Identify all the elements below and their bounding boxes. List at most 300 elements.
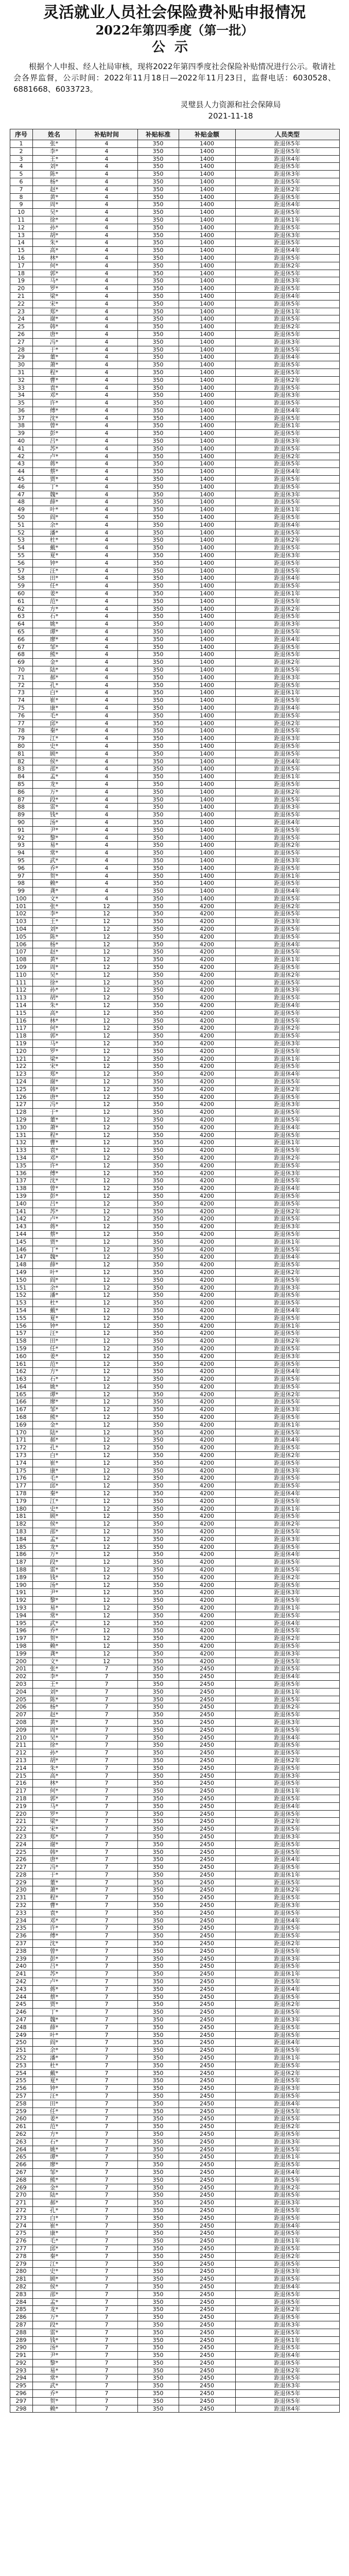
cell-standard: 350 (137, 1520, 179, 1528)
table-row (10, 1436, 339, 1444)
cell-no: 201 (10, 1665, 32, 1673)
table-row (10, 1185, 339, 1193)
table-row (10, 1566, 339, 1574)
cell-months: 4 (76, 277, 137, 285)
table-row (10, 1063, 339, 1070)
cell-amount: 2450 (179, 2138, 235, 2146)
cell-amount: 2450 (179, 1841, 235, 1848)
table-row (10, 1680, 339, 1688)
cell-name: 罗* (32, 1810, 76, 1818)
cell-standard: 350 (137, 1376, 179, 1383)
cell-months: 7 (76, 2054, 137, 2062)
table-row (10, 1475, 339, 1482)
cell-name: 田* (32, 575, 76, 582)
cell-type: 距退休5年 (235, 796, 339, 804)
cell-standard: 350 (137, 529, 179, 537)
cell-amount: 1400 (179, 193, 235, 201)
cell-months: 4 (76, 849, 137, 857)
cell-no: 265 (10, 2153, 32, 2161)
cell-amount: 1400 (179, 147, 235, 155)
cell-type: 距退休4年 (235, 758, 339, 765)
cell-months: 4 (76, 407, 137, 414)
cell-no: 41 (10, 445, 32, 453)
cell-no: 243 (10, 1985, 32, 1993)
cell-months: 4 (76, 597, 137, 605)
cell-amount: 2450 (179, 1764, 235, 1772)
cell-standard: 350 (137, 902, 179, 910)
cell-months: 4 (76, 704, 137, 712)
cell-amount: 2450 (179, 2153, 235, 2161)
cell-no: 121 (10, 1055, 32, 1063)
cell-name: 林* (32, 254, 76, 262)
cell-no: 258 (10, 2100, 32, 2107)
cell-type: 距退休5年 (235, 514, 339, 522)
cell-no: 225 (10, 1848, 32, 1856)
cell-no: 154 (10, 1307, 32, 1314)
table-row (10, 171, 339, 178)
cell-type: 距退休5年 (235, 2206, 339, 2214)
table-row (10, 1459, 339, 1467)
cell-name: 乔* (32, 1627, 76, 1635)
cell-amount: 4200 (179, 1475, 235, 1482)
table-row (10, 1993, 339, 2001)
table-row (10, 2031, 339, 2039)
cell-type: 距退休1年 (235, 422, 339, 430)
cell-no: 283 (10, 2290, 32, 2298)
cell-months: 4 (76, 895, 137, 902)
cell-standard: 350 (137, 1566, 179, 1574)
cell-no: 224 (10, 1841, 32, 1848)
cell-amount: 2450 (179, 2252, 235, 2260)
cell-amount: 1400 (179, 582, 235, 590)
cell-months: 7 (76, 1993, 137, 2001)
table-row (10, 2283, 339, 2290)
cell-no: 70 (10, 666, 32, 674)
cell-name: 曹* (32, 376, 76, 384)
cell-no: 167 (10, 1406, 32, 1414)
cell-type: 距退休5年 (235, 1841, 339, 1848)
cell-months: 12 (76, 1101, 137, 1109)
cell-standard: 350 (137, 1818, 179, 1826)
cell-name: 邓* (32, 1154, 76, 1162)
cell-no: 298 (10, 2405, 32, 2413)
cell-amount: 1400 (179, 842, 235, 849)
cell-type: 距退休5年 (235, 224, 339, 231)
cell-name: 康* (32, 1467, 76, 1475)
cell-name: 袁* (32, 384, 76, 392)
table-row (10, 1635, 339, 1643)
cell-standard: 350 (137, 2009, 179, 2016)
cell-type: 距退休5年 (235, 780, 339, 788)
cell-amount: 1400 (179, 186, 235, 193)
cell-name: 金* (32, 2184, 76, 2192)
cell-type: 距退休5年 (235, 559, 339, 567)
table-row (10, 514, 339, 522)
cell-no: 160 (10, 1352, 32, 1360)
cell-type: 距退休4年 (235, 818, 339, 826)
cell-standard: 350 (137, 2123, 179, 2131)
cell-amount: 4200 (179, 1535, 235, 1543)
cell-amount: 2450 (179, 1886, 235, 1894)
cell-months: 4 (76, 651, 137, 659)
cell-no: 153 (10, 1299, 32, 1307)
table-row (10, 2245, 339, 2252)
cell-amount: 1400 (179, 277, 235, 285)
cell-type: 距退休5年 (235, 483, 339, 491)
cell-amount: 2450 (179, 2009, 235, 2016)
table-row (10, 468, 339, 476)
cell-months: 4 (76, 842, 137, 849)
cell-type: 距退休1年 (235, 308, 339, 315)
cell-amount: 2450 (179, 2130, 235, 2138)
table-row (10, 689, 339, 697)
cell-amount: 4200 (179, 1467, 235, 1475)
cell-standard: 350 (137, 1444, 179, 1452)
cell-months: 7 (76, 2039, 137, 2047)
cell-months: 7 (76, 2290, 137, 2298)
cell-standard: 350 (137, 651, 179, 659)
cell-no: 82 (10, 758, 32, 765)
cell-type: 距退休4年 (235, 1436, 339, 1444)
cell-months: 7 (76, 2199, 137, 2207)
cell-name: 叶* (32, 2031, 76, 2039)
cell-standard: 350 (137, 1268, 179, 1276)
cell-standard: 350 (137, 1589, 179, 1597)
cell-standard: 350 (137, 2153, 179, 2161)
cell-standard: 350 (137, 971, 179, 979)
cell-months: 12 (76, 1124, 137, 1131)
cell-type: 距退休5年 (235, 1947, 339, 1955)
cell-months: 12 (76, 1032, 137, 1040)
cell-name: 何* (32, 1787, 76, 1795)
cell-no: 234 (10, 1917, 32, 1925)
table-row (10, 880, 339, 888)
table-row (10, 1276, 339, 1284)
cell-standard: 350 (137, 453, 179, 460)
cell-name: 侯* (32, 2283, 76, 2290)
cell-amount: 2450 (179, 2168, 235, 2176)
cell-no: 36 (10, 407, 32, 414)
cell-type: 距退休5年 (235, 2298, 339, 2306)
table-row (10, 1604, 339, 1612)
cell-name: 黎* (32, 2359, 76, 2367)
table-row (10, 590, 339, 598)
table-row (10, 1551, 339, 1559)
cell-no: 52 (10, 529, 32, 537)
cell-standard: 350 (137, 674, 179, 681)
cell-no: 69 (10, 659, 32, 666)
cell-name: 刘* (32, 926, 76, 933)
cell-months: 7 (76, 2382, 137, 2390)
cell-type: 距退休3年 (235, 1101, 339, 1109)
cell-no: 270 (10, 2192, 32, 2199)
cell-standard: 350 (137, 361, 179, 369)
table-row (10, 2054, 339, 2062)
cell-no: 117 (10, 1025, 32, 1032)
cell-months: 7 (76, 1726, 137, 1734)
cell-name: 邱* (32, 2245, 76, 2252)
cell-no: 223 (10, 1833, 32, 1841)
cell-no: 261 (10, 2123, 32, 2131)
cell-standard: 350 (137, 476, 179, 483)
table-row (10, 1543, 339, 1551)
cell-standard: 350 (137, 857, 179, 864)
cell-months: 4 (76, 559, 137, 567)
cell-amount: 4200 (179, 1307, 235, 1314)
table-row (10, 1841, 339, 1848)
cell-months: 12 (76, 1551, 137, 1559)
cell-no: 248 (10, 2023, 32, 2031)
cell-standard: 350 (137, 224, 179, 231)
cell-months: 7 (76, 2085, 137, 2093)
cell-name: 贺* (32, 872, 76, 880)
table-row (10, 2023, 339, 2031)
cell-name: 姚* (32, 1383, 76, 1391)
cell-name: 廖* (32, 2161, 76, 2169)
table-row (10, 438, 339, 445)
cell-type: 距退休5年 (235, 651, 339, 659)
cell-no: 88 (10, 804, 32, 811)
cell-months: 4 (76, 376, 137, 384)
cell-standard: 350 (137, 826, 179, 834)
cell-name: 吕* (32, 438, 76, 445)
table-body (10, 140, 339, 2413)
cell-standard: 350 (137, 681, 179, 689)
cell-months: 7 (76, 2184, 137, 2192)
cell-months: 4 (76, 186, 137, 193)
cell-standard: 350 (137, 2069, 179, 2077)
cell-name: 陈* (32, 171, 76, 178)
cell-no: 55 (10, 552, 32, 560)
cell-months: 7 (76, 1764, 137, 1772)
cell-type: 距退休5年 (235, 498, 339, 506)
cell-standard: 350 (137, 1826, 179, 1833)
cell-name: 沈* (32, 1177, 76, 1185)
cell-amount: 4200 (179, 1383, 235, 1391)
cell-type: 距退休5年 (235, 628, 339, 636)
cell-amount: 1400 (179, 544, 235, 552)
cell-months: 4 (76, 643, 137, 651)
cell-no: 110 (10, 971, 32, 979)
cell-type: 距退休5年 (235, 1162, 339, 1169)
cell-standard: 350 (137, 216, 179, 224)
cell-months: 7 (76, 2390, 137, 2398)
cell-standard: 350 (137, 1124, 179, 1131)
cell-months: 7 (76, 1947, 137, 1955)
table-row (10, 1764, 339, 1772)
cell-months: 4 (76, 178, 137, 186)
table-row (10, 1368, 339, 1376)
cell-standard: 350 (137, 247, 179, 255)
cell-no: 104 (10, 926, 32, 933)
cell-standard: 350 (137, 2298, 179, 2306)
cell-months: 7 (76, 1864, 137, 1871)
table-row (10, 2184, 339, 2192)
cell-name: 孟* (32, 2298, 76, 2306)
cell-name: 文* (32, 895, 76, 902)
table-row (10, 1650, 339, 1658)
cell-months: 4 (76, 697, 137, 705)
cell-months: 12 (76, 1566, 137, 1574)
cell-type: 距退休5年 (235, 1749, 339, 1757)
cell-type: 距退休5年 (235, 1376, 339, 1383)
cell-name: 龙* (32, 1543, 76, 1551)
cell-standard: 350 (137, 1963, 179, 1970)
cell-amount: 2450 (179, 1917, 235, 1925)
cell-amount: 4200 (179, 1551, 235, 1559)
cell-no: 262 (10, 2130, 32, 2138)
table-row (10, 1414, 339, 1421)
cell-months: 12 (76, 1574, 137, 1581)
cell-type: 距退休2年 (235, 2069, 339, 2077)
cell-no: 190 (10, 1581, 32, 1589)
cell-type: 距退休5年 (235, 1909, 339, 1917)
table-row (10, 1535, 339, 1543)
cell-amount: 4200 (179, 1093, 235, 1101)
cell-standard: 350 (137, 323, 179, 331)
cell-months: 12 (76, 1589, 137, 1597)
cell-standard: 350 (137, 483, 179, 491)
cell-months: 7 (76, 2146, 137, 2153)
cell-months: 7 (76, 2206, 137, 2214)
cell-no: 39 (10, 430, 32, 438)
cell-standard: 350 (137, 1475, 179, 1482)
table-row (10, 2344, 339, 2352)
cell-amount: 4200 (179, 1352, 235, 1360)
cell-standard: 350 (137, 720, 179, 727)
cell-type: 距退休3年 (235, 986, 339, 994)
cell-type: 距退休3年 (235, 2199, 339, 2207)
cell-standard: 350 (137, 285, 179, 293)
table-row (10, 2268, 339, 2276)
cell-name: 郭* (32, 1032, 76, 1040)
cell-standard: 350 (137, 1795, 179, 1802)
cell-standard: 350 (137, 1215, 179, 1223)
table-row (10, 1200, 339, 1208)
cell-no: 168 (10, 1414, 32, 1421)
table-row (10, 842, 339, 849)
cell-months: 12 (76, 1047, 137, 1055)
cell-months: 7 (76, 2397, 137, 2405)
table-row (10, 1925, 339, 1932)
cell-name: 余* (32, 2047, 76, 2054)
cell-name: 秦* (32, 727, 76, 735)
cell-name: 郝* (32, 674, 76, 681)
cell-amount: 2450 (179, 1909, 235, 1917)
table-row (10, 635, 339, 643)
cell-type: 距退休2年 (235, 1391, 339, 1398)
cell-name: 萧* (32, 1886, 76, 1894)
cell-months: 7 (76, 2062, 137, 2069)
cell-amount: 4200 (179, 1429, 235, 1436)
table-row (10, 262, 339, 270)
table-row (10, 2298, 339, 2306)
cell-name: 丁* (32, 2009, 76, 2016)
cell-no: 136 (10, 1169, 32, 1177)
cell-standard: 350 (137, 750, 179, 758)
cell-name: 董* (32, 354, 76, 361)
cell-amount: 4200 (179, 1109, 235, 1116)
cell-no: 3 (10, 155, 32, 163)
cell-no: 128 (10, 1109, 32, 1116)
cell-type: 距退休2年 (235, 2001, 339, 2009)
cell-amount: 2450 (179, 1818, 235, 1826)
cell-name: 李* (32, 1673, 76, 1681)
cell-no: 179 (10, 1497, 32, 1505)
header-standard: 补贴标准 (137, 129, 179, 140)
cell-name: 朱* (32, 239, 76, 247)
cell-no: 57 (10, 567, 32, 575)
cell-amount: 1400 (179, 468, 235, 476)
cell-amount: 1400 (179, 224, 235, 231)
cell-no: 148 (10, 1261, 32, 1269)
cell-type: 距退休3年 (235, 621, 339, 628)
table-row (10, 1864, 339, 1871)
cell-name: 康* (32, 704, 76, 712)
cell-type: 距退休4年 (235, 521, 339, 529)
cell-amount: 4200 (179, 1497, 235, 1505)
cell-amount: 4200 (179, 918, 235, 926)
cell-months: 7 (76, 1787, 137, 1795)
cell-name: 孙* (32, 1749, 76, 1757)
cell-amount: 4200 (179, 1253, 235, 1261)
cell-standard: 350 (137, 2031, 179, 2039)
cell-amount: 2450 (179, 2359, 235, 2367)
cell-standard: 350 (137, 811, 179, 819)
cell-no: 13 (10, 231, 32, 239)
cell-months: 12 (76, 1627, 137, 1635)
cell-months: 4 (76, 544, 137, 552)
cell-months: 12 (76, 1055, 137, 1063)
cell-type: 距退休5年 (235, 529, 339, 537)
cell-months: 4 (76, 804, 137, 811)
cell-standard: 350 (137, 1398, 179, 1406)
cell-type: 距退休5年 (235, 1215, 339, 1223)
cell-name: 史* (32, 2268, 76, 2276)
cell-amount: 2450 (179, 2374, 235, 2382)
cell-standard: 350 (137, 399, 179, 407)
cell-months: 4 (76, 399, 137, 407)
cell-amount: 4200 (179, 1559, 235, 1566)
cell-type: 距退休5年 (235, 1246, 339, 1253)
cell-amount: 1400 (179, 453, 235, 460)
signature-date: 2021-11-18 (208, 111, 253, 121)
cell-name: 于* (32, 346, 76, 354)
cell-standard: 350 (137, 407, 179, 414)
cell-standard: 350 (137, 933, 179, 941)
table-row (10, 826, 339, 834)
cell-standard: 350 (137, 2184, 179, 2192)
cell-name: 杜* (32, 537, 76, 544)
cell-type: 距退休3年 (235, 1718, 339, 1726)
table-row (10, 712, 339, 720)
cell-standard: 350 (137, 506, 179, 514)
cell-amount: 4200 (179, 1261, 235, 1269)
cell-standard: 350 (137, 2214, 179, 2222)
cell-standard: 350 (137, 147, 179, 155)
cell-amount: 2450 (179, 1955, 235, 1963)
cell-type: 距退休4年 (235, 2168, 339, 2176)
cell-no: 118 (10, 1032, 32, 1040)
cell-type: 距退休3年 (235, 2138, 339, 2146)
cell-months: 12 (76, 1147, 137, 1155)
cell-standard: 350 (137, 1604, 179, 1612)
header-type: 人员类型 (235, 129, 339, 140)
cell-standard: 350 (137, 1513, 179, 1520)
cell-name: 叶* (32, 1268, 76, 1276)
cell-no: 230 (10, 1886, 32, 1894)
cell-months: 7 (76, 2268, 137, 2276)
